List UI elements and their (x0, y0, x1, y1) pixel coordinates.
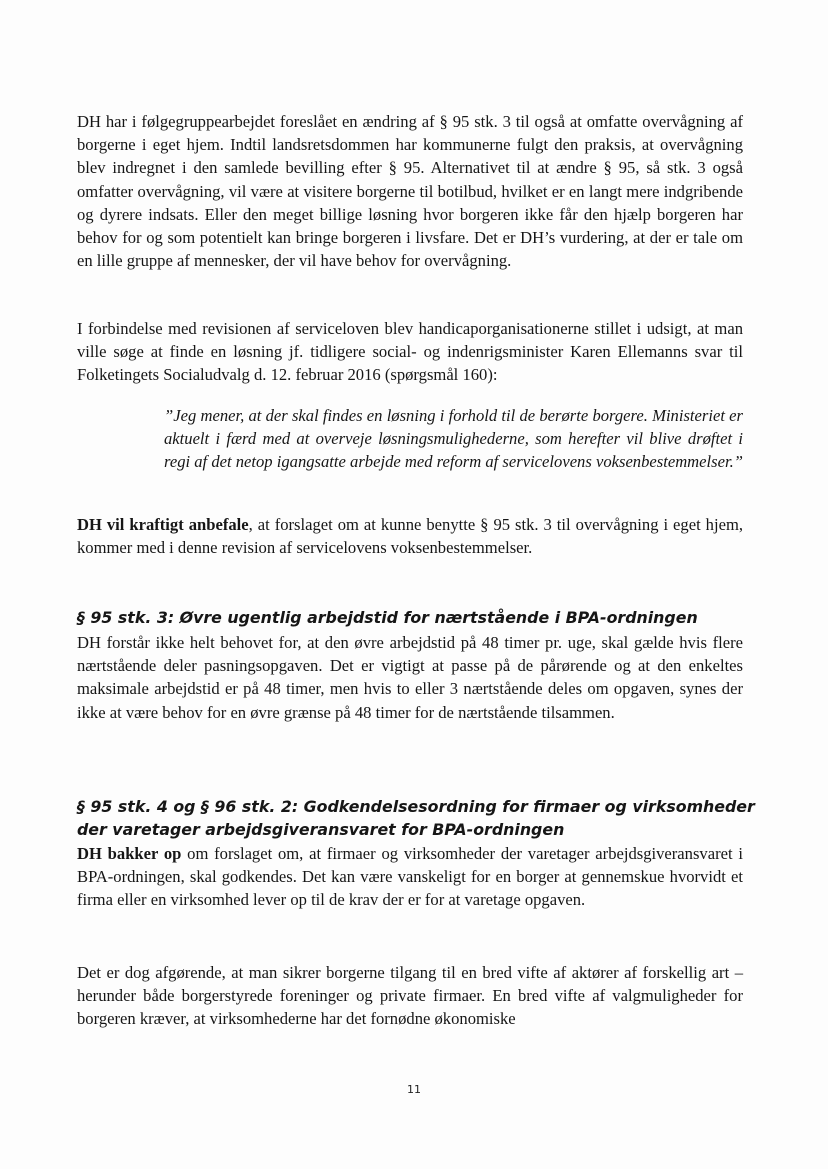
paragraph-recommendation (77, 513, 743, 559)
paragraph-surveillance-proposal: DH har i følgegruppearbejdet foreslået en ændring af § 95 stk. 3 til også at omfatte overvågning af borgerne i eget hjem. Indtil landsretsdommen har kommunerne fulgt den praksis, at overvågning blev indregnet i den samlede bevilling efter § 95. Alternativet til at ændre § 95, så stk. 3 også omfatter overvågning, vil være at visitere borgerne til botilbud, hvilket er en langt mere indgribende og dyrere indsats. Eller den meget billige løsning hvor borgeren ikke får den hjælp borgeren har behov for og som potentielt kan bringe borgeren i livsfare. Det er DH’s vurdering, at der er tale om en lille gruppe af mennesker, der vil have behov for overvågning. (77, 112, 743, 271)
minister-quote: ”Jeg mener, at der skal findes en løsning i forhold til de berørte borgere. Ministeriet er aktuelt i færd med at overveje løsningsmulighederne, som herefter vil blive drøftet i regi af det netop igangsatte arbejde med reform af servicelovens voksenbestemmelser.” (164, 406, 743, 472)
support-bold: DH bakker op (77, 844, 182, 863)
paragraph-wide-range: Det er dog afgørende, at man sikrer borgerne tilgang til en bred vifte af aktører af forskellig art – herunder både borgerstyrede foreninger og private firmaer. En bred vifte af valgmuligheder for borgeren kræver, at virksomhederne har det fornødne økonomiske (77, 963, 743, 1029)
section-heading-working-hours: § 95 stk. 3: Øvre ugentlig arbejdstid for nærtstående i BPA-ordningen (77, 608, 698, 627)
section-heading-approval-scheme: § 95 stk. 4 og § 96 stk. 2: Godkendelsesordning for firmaer og virksomheder der varetager arbejdsgiveransvaret for BPA-ordningen (77, 797, 755, 839)
recommendation-bold: DH vil kraftigt anbefale (77, 515, 249, 534)
paragraph-revision-context: I forbindelse med revisionen af serviceloven blev handicaporganisationerne stillet i udsigt, at man ville søge at finde en løsning jf. tidligere social- og indenrigsminister Karen Ellemanns svar til Folketingets Socialudvalg d. 12. februar 2016 (spørgsmål 160): (77, 319, 743, 385)
recommendation-text: , at forslaget om at kunne benytte § 95 stk. 3 til overvågning i eget hjem, kommer med i denne revision af servicelovens voksenbestemmelser. (77, 515, 743, 558)
page-number: 11 (407, 1083, 421, 1096)
paragraph-approval-support (77, 842, 743, 912)
paragraph-working-hours: DH forstår ikke helt behovet for, at den øvre arbejdstid på 48 timer pr. uge, skal gælde hvis flere nærtstående deler pasningsopgaven. Det er vigtigt at passe på de pårørende og at den enkeltes maksimale arbejdstid er på 48 timer, men hvis to eller 3 nærtstående deles om opgaven, synes der ikke at være behov for en øvre grænse på 48 timer for de nærtstående tilsammen. (77, 633, 743, 722)
support-text: om forslaget om, at firmaer og virksomheder der varetager arbejdsgiveransvaret i BPA-ordningen, skal godkendes. Det kan være vanskeligt for en borger at gennemskue hvorvidt et firma eller en virksomhed lever op til de krav der er for at varetage opgaven. (77, 844, 743, 910)
